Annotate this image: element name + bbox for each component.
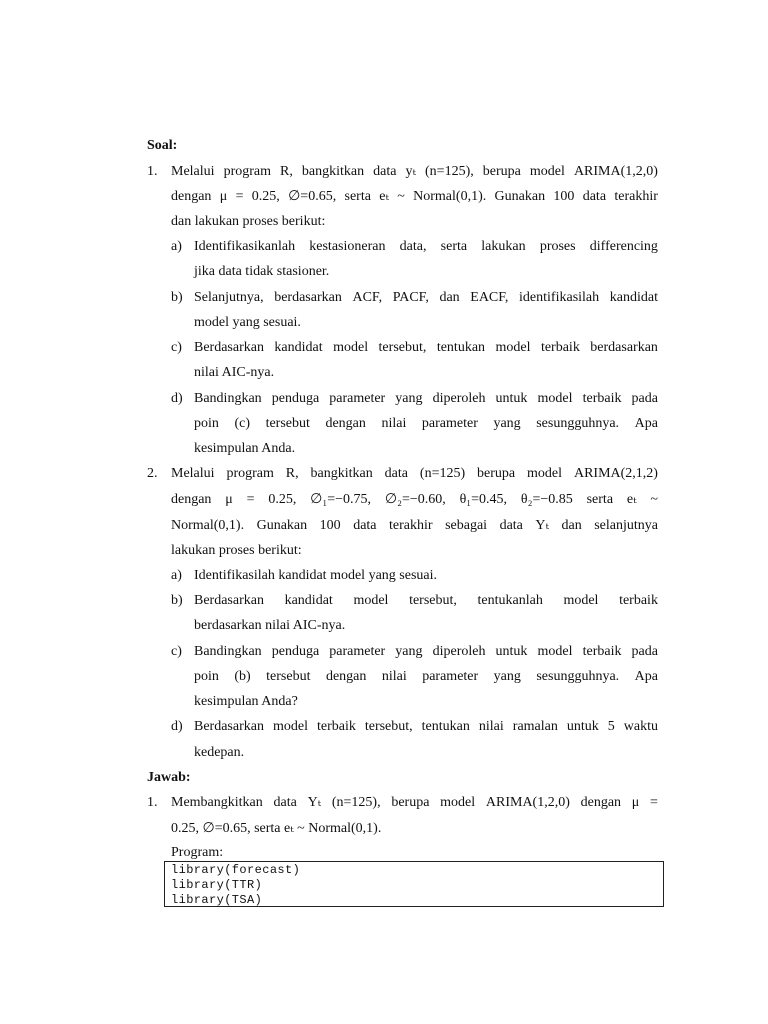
q1-item-d-line-3: kesimpulan Anda. [194, 441, 296, 456]
word: penduga [271, 391, 320, 406]
word: ~ [650, 492, 658, 507]
q1-number: 1. [147, 164, 158, 179]
word: identifikasilah [519, 290, 600, 305]
word: Apa [634, 669, 658, 684]
word: terbaik [582, 644, 622, 659]
q2-item-b-line-1 [194, 592, 658, 610]
word: data [499, 518, 523, 533]
code-line: library(TSA) [171, 893, 263, 907]
q1-item-a-line-1 [194, 238, 658, 256]
word: untuk [495, 391, 528, 406]
word: 0.25, [251, 189, 280, 204]
q1-line-3: dan lakukan proses berikut: [171, 214, 326, 229]
word: terbaik [619, 593, 658, 608]
q2-item-b-line-2: berdasarkan nilai AIC-nya. [194, 618, 346, 633]
word: nilai [381, 416, 407, 431]
word: dan [439, 290, 460, 305]
word: ∅=0.65, [288, 189, 337, 204]
word: Bandingkan [194, 644, 262, 659]
word: model [353, 593, 389, 608]
word: berdasarkan [274, 290, 342, 305]
word: Bandingkan [194, 391, 262, 406]
q1-item-a-line-2: jika data tidak stasioner. [194, 264, 330, 279]
word: Normal(0,1). [171, 518, 245, 533]
word: ∅₁=−0.75, [310, 492, 372, 507]
word: model [495, 340, 531, 355]
word: data [582, 189, 607, 204]
word: dengan [171, 492, 212, 507]
word: dengan [325, 416, 366, 431]
word: model [537, 644, 573, 659]
word: model [333, 340, 369, 355]
word: ARIMA(2,1,2) [573, 466, 658, 481]
word: dan [561, 518, 582, 533]
word: serta [586, 492, 614, 507]
word: yang [395, 391, 423, 406]
q2-item-c-label: c) [171, 644, 182, 659]
word: sesungguhnya. [536, 669, 620, 684]
word: tersebut [266, 669, 311, 684]
word: sesungguhnya. [536, 416, 620, 431]
word: tentukan [421, 719, 470, 734]
q2-item-d-line-1 [194, 718, 658, 736]
word: pada [631, 391, 658, 406]
q1-item-b-label: b) [171, 290, 183, 305]
word: data [384, 466, 408, 481]
word: μ [225, 492, 233, 507]
word: ARIMA(1,2,0) [573, 164, 658, 179]
word: poin [194, 669, 219, 684]
q1-item-b-line-2: model yang sesuai. [194, 315, 301, 330]
word: selanjutnya [594, 518, 658, 533]
word: = [246, 492, 255, 507]
q2-item-c-line-2 [194, 668, 658, 686]
word: Membangkitkan [171, 795, 263, 810]
word: serta [440, 239, 468, 254]
q2-item-c-line-3: kesimpulan Anda? [194, 694, 298, 709]
word: θ₂=−0.85 [520, 492, 573, 507]
word: model [272, 719, 308, 734]
word: model [440, 795, 476, 810]
code-block [164, 861, 664, 907]
q2-line-1 [171, 465, 658, 483]
word: tentukanlah [477, 593, 543, 608]
word: = [235, 189, 244, 204]
word: untuk [566, 719, 599, 734]
word: terakhir [389, 518, 433, 533]
word: 5 [607, 719, 615, 734]
word: 100 [553, 189, 575, 204]
word: model [529, 164, 565, 179]
word: (n=125), [425, 164, 474, 179]
jawab-heading: Jawab: [147, 770, 191, 785]
word: ACF, [352, 290, 383, 305]
word: poin [194, 416, 219, 431]
word: Berdasarkan [194, 593, 264, 608]
code-line: library(TTR) [171, 878, 263, 892]
word: tersebut, [409, 593, 457, 608]
word: proses [539, 239, 576, 254]
word: EACF, [470, 290, 509, 305]
word: ARIMA(1,2,0) [485, 795, 570, 810]
word: Apa [634, 416, 658, 431]
word: Melalui [171, 466, 215, 481]
word: tersebut, [364, 719, 413, 734]
word: ramalan [512, 719, 558, 734]
q2-item-b-label: b) [171, 593, 183, 608]
word: diperoleh [432, 391, 486, 406]
word: Selanjutnya, [194, 290, 264, 305]
q2-item-d-label: d) [171, 719, 183, 734]
word: bangkitkan [310, 466, 373, 481]
q2-item-a-label: a) [171, 568, 182, 583]
word: berdasarkan [590, 340, 658, 355]
word: model [563, 593, 599, 608]
word: Gunakan [494, 189, 546, 204]
word: tersebut [265, 416, 310, 431]
word: terbaik [316, 719, 356, 734]
q2-line-3 [171, 517, 658, 535]
word: kestasioneran [309, 239, 386, 254]
word: pada [631, 644, 658, 659]
word: μ [219, 189, 228, 204]
word: ~ [397, 189, 405, 204]
word: tersebut, [378, 340, 427, 355]
q1-item-c-label: c) [171, 340, 182, 355]
word: kandidat [274, 340, 323, 355]
word: 100 [319, 518, 341, 533]
word: nilai [381, 669, 407, 684]
q1-line-1 [171, 163, 658, 181]
program-label: Program: [171, 845, 224, 860]
q2-line-4: lakukan proses berikut: [171, 543, 302, 558]
word: eₜ [626, 492, 637, 507]
word: Identifikasikanlah [194, 239, 296, 254]
word: berupa [477, 466, 516, 481]
q1-line-2 [171, 188, 658, 206]
word: waktu [623, 719, 658, 734]
word: tentukan [436, 340, 486, 355]
word: terbaik [540, 340, 580, 355]
word: dengan [171, 189, 212, 204]
word: dengan [580, 795, 622, 810]
word: terbaik [582, 391, 622, 406]
word: bangkitkan [301, 164, 365, 179]
word: R, [280, 164, 293, 179]
word: untuk [495, 644, 528, 659]
word: 0.25, [268, 492, 297, 507]
word: θ₁=0.45, [459, 492, 508, 507]
word: model [527, 466, 563, 481]
word: yang [395, 644, 423, 659]
word: yₜ [405, 164, 416, 179]
word: Berdasarkan [194, 340, 264, 355]
word: nilai [478, 719, 504, 734]
word: Yₜ [535, 518, 549, 533]
q1-item-a-label: a) [171, 239, 182, 254]
a1-line-1 [171, 794, 658, 812]
word: eₜ [379, 189, 389, 204]
word: data [273, 795, 297, 810]
word: kandidat [284, 593, 333, 608]
word: ∅₂=−0.60, [384, 492, 446, 507]
word: = [650, 795, 658, 810]
q2-item-d-line-2: kedepan. [194, 745, 245, 760]
word: penduga [271, 644, 320, 659]
word: lakukan [481, 239, 526, 254]
q1-item-c-line-1 [194, 339, 658, 357]
a1-line-2: 0.25, ∅=0.65, serta eₜ ~ Normal(0,1). [171, 821, 382, 836]
q1-item-d-label: d) [171, 391, 183, 406]
q2-number: 2. [147, 466, 158, 481]
word: Gunakan [256, 518, 308, 533]
word: kandidat [609, 290, 658, 305]
word: (n=125) [419, 466, 466, 481]
q2-item-a-line-1: Identifikasilah kandidat model yang sesuai. [194, 568, 437, 583]
word: (c) [234, 416, 250, 431]
soal-heading: Soal: [147, 138, 178, 153]
word: berupa [482, 164, 521, 179]
word: serta [344, 189, 371, 204]
word: Yₜ [307, 795, 322, 810]
q2-item-c-line-1 [194, 643, 658, 661]
word: parameter [329, 644, 386, 659]
a1-number: 1. [147, 795, 158, 810]
word: μ [631, 795, 640, 810]
q1-item-d-line-2 [194, 415, 658, 433]
word: data [353, 518, 377, 533]
word: parameter [421, 416, 478, 431]
q2-line-2 [171, 491, 658, 509]
word: program [223, 164, 272, 179]
word: sebagai [445, 518, 488, 533]
word: berupa [391, 795, 430, 810]
word: data, [399, 239, 427, 254]
word: terakhir [614, 189, 658, 204]
word: PACF, [392, 290, 429, 305]
word: yang [493, 669, 521, 684]
word: dengan [325, 669, 367, 684]
q1-item-c-line-2: nilai AIC-nya. [194, 365, 275, 380]
q1-item-d-line-1 [194, 390, 658, 408]
word: Berdasarkan [194, 719, 264, 734]
word: differencing [589, 239, 658, 254]
word: data [373, 164, 397, 179]
word: program [226, 466, 274, 481]
word: yang [493, 416, 521, 431]
word: model [537, 391, 573, 406]
word: diperoleh [432, 644, 486, 659]
code-line: library(forecast) [171, 863, 301, 877]
word: (n=125), [331, 795, 381, 810]
word: parameter [422, 669, 479, 684]
word: R, [285, 466, 299, 481]
word: (b) [234, 669, 251, 684]
word: Melalui [171, 164, 215, 179]
word: parameter [329, 391, 386, 406]
q1-item-b-line-1 [194, 289, 658, 307]
word: Normal(0,1). [413, 189, 487, 204]
